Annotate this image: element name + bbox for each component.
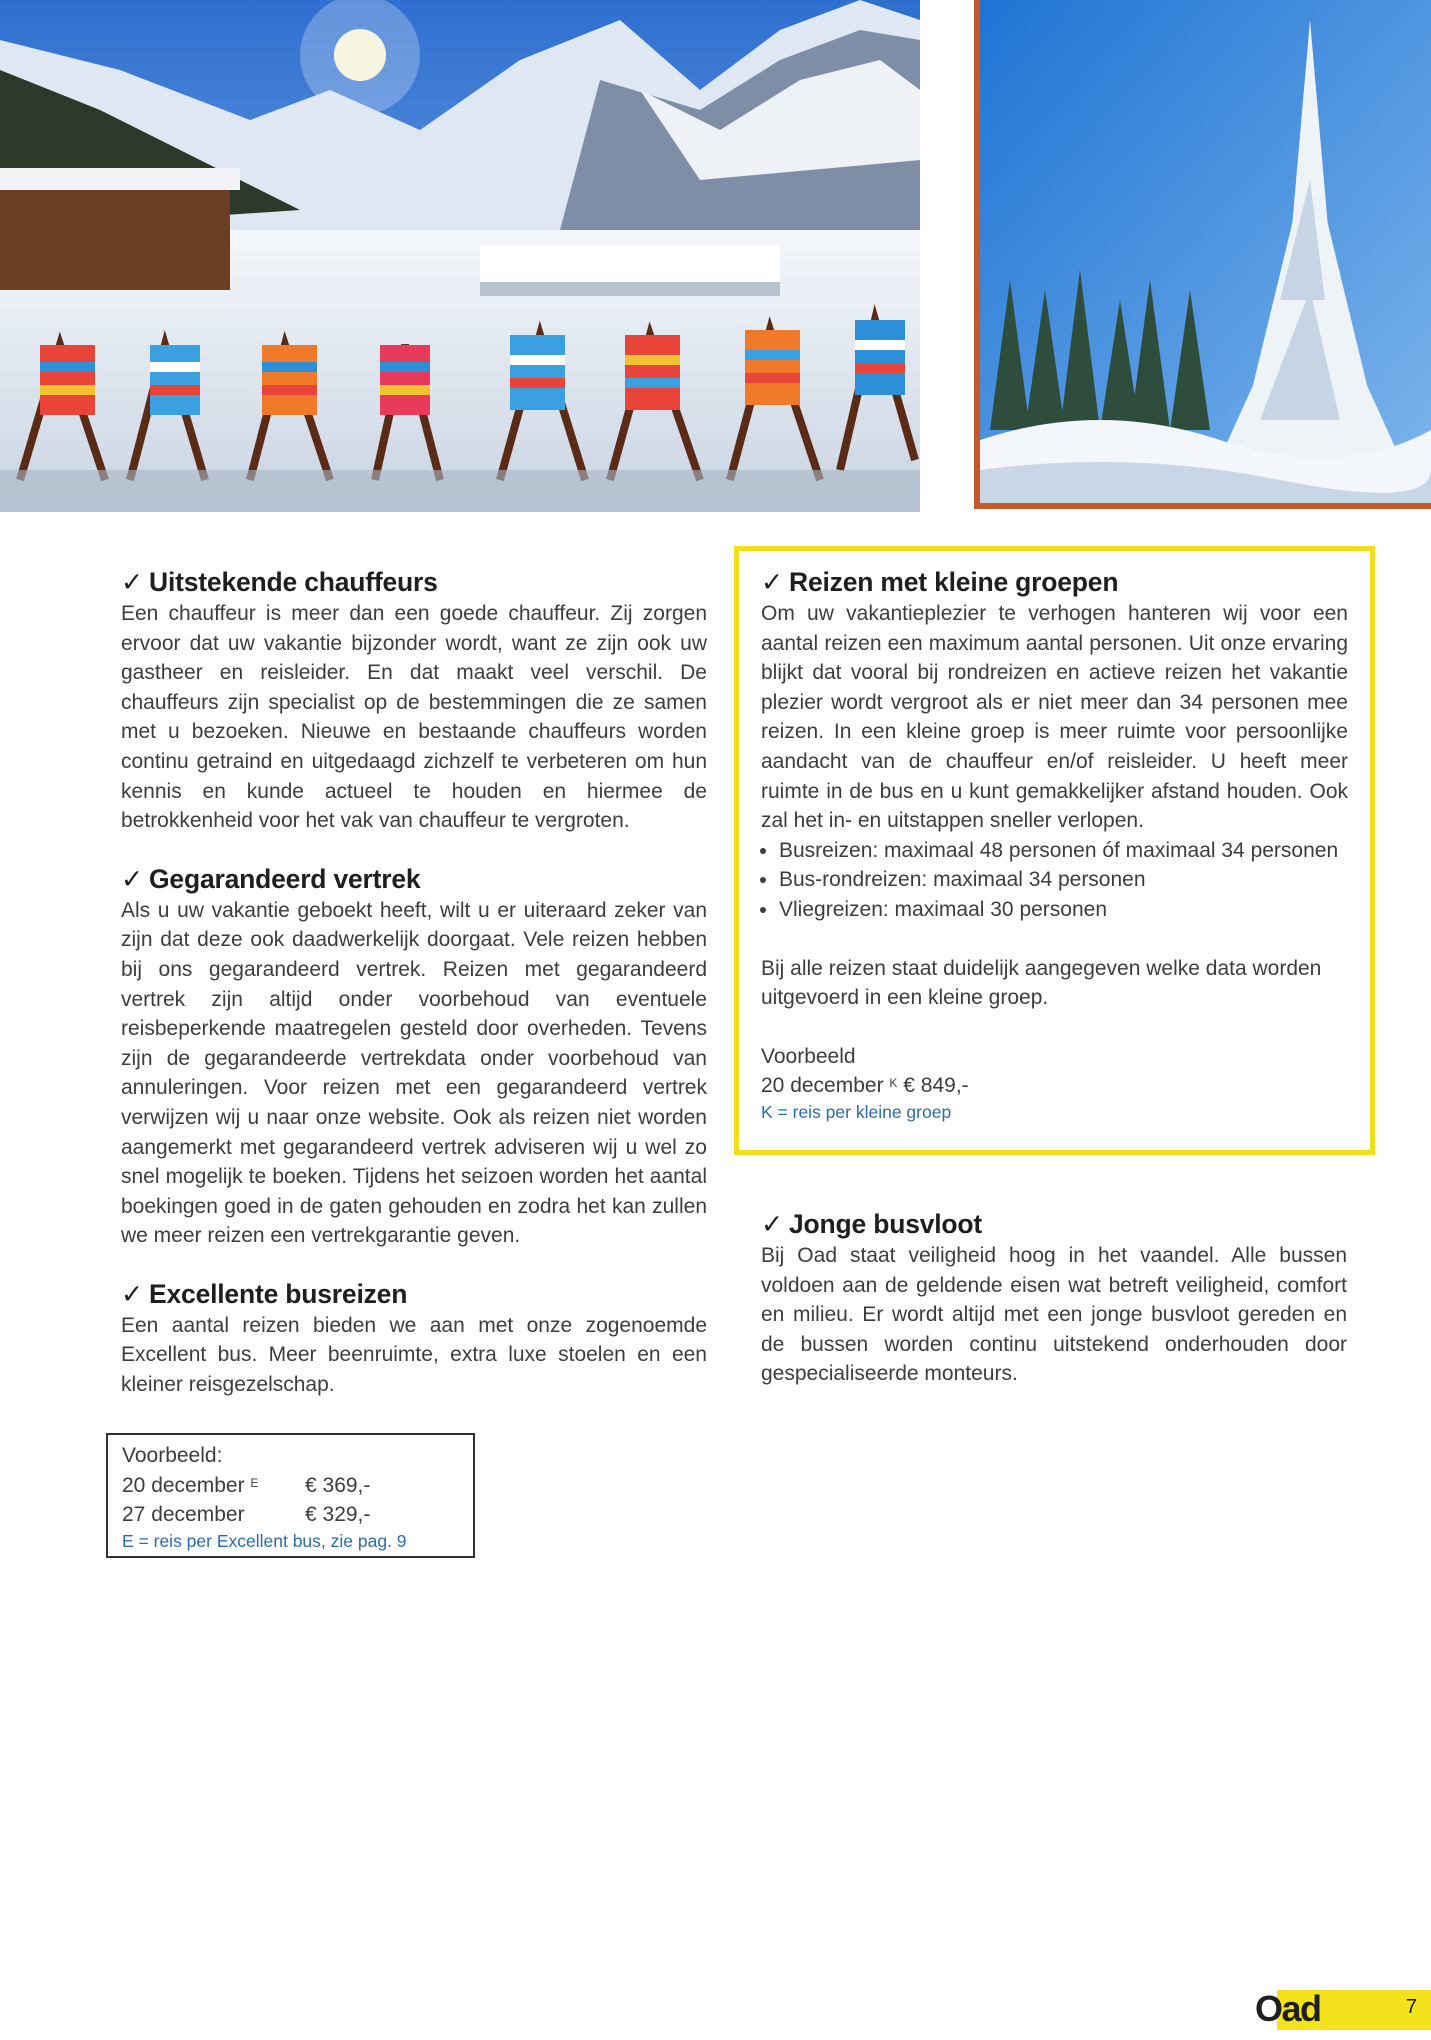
section-title: ✓ Excellente busreizen [121, 1278, 408, 1309]
list-item: • Bus-rondreizen: maximaal 34 personen [779, 865, 1348, 895]
brand-logo: Oad [1255, 1988, 1321, 2029]
section-body: Een chauffeur is meer dan een goede chauffeur. Zij zorgen ervoor dat uw vakantie bijzonder wordt, want ze zijn ook uw gastheer en reisleider. En dat maakt veel verschil. De chauffeurs zijn specialist op de bestemmingen die ze samen met u bezoeken. Nieuwe en bestaande chauffeurs worden continu getraind en uitgedaagd zichzelf te verbeteren om hun kennis en kunde actueel te houden en hiermee de betrokkenheid voor het vak van chauffeur te vergroten. [121, 602, 707, 833]
section-excellente-busreizen [121, 1277, 707, 1400]
excellent-example-box [106, 1433, 475, 1558]
bullet-list [761, 836, 1348, 925]
left-column [121, 565, 707, 1400]
section-body: Als u uw vakantie geboekt heeft, wilt u er uiteraard zeker van zijn dat deze ook daadwerkelijk doorgaat. Vele reizen hebben bij ons gegarandeerd vertrek. Reizen met gegarandeerd vertrek zijn altijd onder voorbehoud van eventuele reisbeperkende maatregelen gesteld door overheden. Tevens zijn de gegarandeerde vertrekdata onder voorbehoud van annuleringen. Voor reizen met een gegarandeerd vertrek verwijzen wij u naar onze website. Ook als reizen niet worden aangemerkt met gegarandeerd vertrek adviseren wij u wel zo snel mogelijk te boeken. Tijdens het seizoen worden het aantal boekingen goed in de gaten gehouden en zodra het kan zullen we meer reizen een vertrekgarantie geven. [121, 898, 707, 1248]
photo-alpine-deckchairs [0, 0, 920, 512]
price-row [122, 1500, 459, 1530]
section-body-secondary: Bij alle reizen staat duidelijk aangegeven welke data worden uitgevoerd in een kleine groep. [761, 956, 1322, 1010]
section-jonge-busvloot [761, 1207, 1347, 1389]
section-gegarandeerd-vertrek [121, 862, 707, 1251]
section-body: Bij Oad staat veiligheid hoog in het vaandel. Alle bussen voldoen aan de geldende eisen wat betreft veiligheid, comfort en milieu. Er wordt altijd met een jonge busvloot gereden en de bussen worden continu uitstekend onderhouden door gespecialiseerde monteurs. [761, 1244, 1347, 1386]
price-value: € 369,- [305, 1473, 371, 1497]
check-icon: ✓ [761, 1209, 784, 1239]
section-title: ✓ Jonge busvloot [761, 1209, 983, 1239]
list-item: • Busreizen: maximaal 48 personen óf maximaal 34 personen [779, 836, 1348, 866]
example-note: K = reis per kleine groep [761, 1101, 952, 1122]
price-sup: E [250, 1475, 259, 1490]
price-date: 20 december [761, 1074, 884, 1098]
example-label: Voorbeeld [761, 1044, 856, 1068]
check-icon: ✓ [761, 567, 784, 597]
check-icon: ✓ [121, 567, 144, 597]
price-row [122, 1471, 459, 1501]
photo-snowy-forest [974, 0, 1431, 509]
section-body: Een aantal reizen bieden we aan met onze zogenoemde Excellent bus. Meer beenruimte, extra luxe stoelen en een kleiner reisgezelschap. [121, 1313, 707, 1397]
section-title: ✓ Reizen met kleine groepen [761, 567, 1119, 597]
section-title: ✓ Gegarandeerd vertrek [121, 863, 421, 894]
price-date: 20 december [122, 1473, 245, 1497]
kleine-groepen-box [734, 546, 1375, 1155]
price-sup: K [889, 1076, 898, 1091]
footer-brand-bar [1255, 1990, 1431, 2030]
example-note: E = reis per Excellent bus, zie pag. 9 [122, 1530, 407, 1551]
price-value: € 849,- [903, 1074, 969, 1098]
price-value: € 329,- [305, 1503, 371, 1527]
section-chauffeurs [121, 565, 707, 836]
page-number: 7 [1405, 1996, 1417, 2018]
price-date: 27 december [122, 1503, 245, 1527]
example-label: Voorbeeld: [122, 1444, 223, 1467]
list-item: • Vliegreizen: maximaal 30 personen [779, 895, 1348, 925]
check-icon: ✓ [121, 1278, 144, 1309]
section-body: Om uw vakantieplezier te verhogen hanteren wij voor een aantal reizen een maximum aantal personen. Uit onze ervaring blijkt dat vooral bij rondreizen en actieve reizen het vakantie plezier wordt vergroot als er niet meer dan 34 personen mee reizen. In een kleine groep is meer ruimte voor persoonlijke aandacht van de chauffeur en/of reisleider. U heeft meer ruimte in de bus en u kunt gemakkelijker afstand houden. Ook zal het in- en uitstappen sneller verlopen. [761, 602, 1348, 833]
check-icon: ✓ [121, 863, 144, 894]
example-price-row [761, 1071, 1348, 1101]
section-kleine-groepen [761, 565, 1348, 1123]
section-title: ✓ Uitstekende chauffeurs [121, 567, 438, 597]
